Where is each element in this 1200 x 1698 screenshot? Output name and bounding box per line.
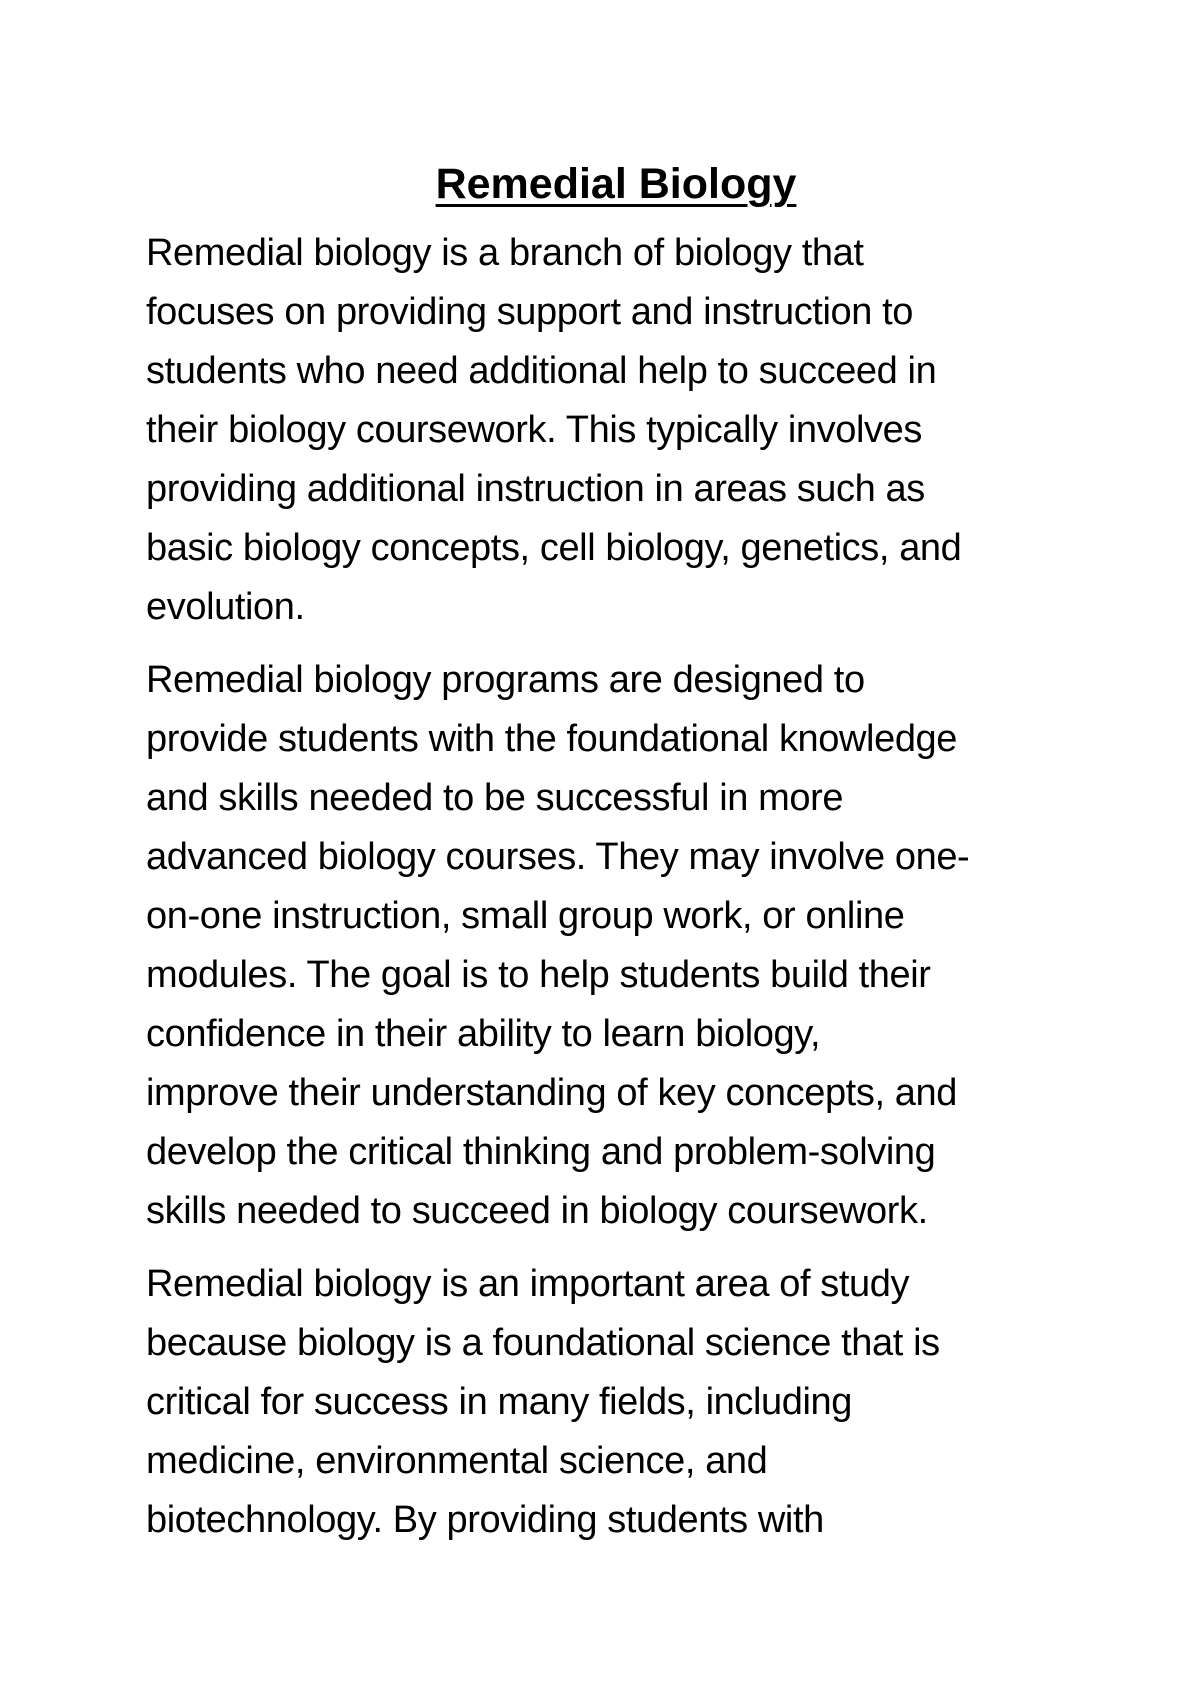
paragraph-line: evolution.	[146, 586, 305, 628]
paragraph-line: on-one instruction, small group work, or online	[146, 895, 905, 937]
paragraph-line: basic biology concepts, cell biology, genetics, and	[146, 527, 962, 569]
paragraph-line: medicine, environmental science, and	[146, 1440, 768, 1482]
paragraph-line: improve their understanding of key concepts, and	[146, 1072, 957, 1114]
paragraph-line: provide students with the foundational knowledge	[146, 718, 958, 760]
paragraph-3	[146, 1255, 1086, 1550]
paragraph-line: biotechnology. By providing students with	[146, 1499, 824, 1541]
paragraph-line: students who need additional help to succeed in	[146, 350, 937, 392]
paragraph-line: develop the critical thinking and problem-solving	[146, 1131, 936, 1173]
paragraph-line: their biology coursework. This typically involves	[146, 409, 922, 451]
paragraph-line: critical for success in many fields, including	[146, 1381, 852, 1423]
paragraph-2	[146, 651, 1086, 1241]
document-body	[146, 152, 1086, 1564]
paragraph-1	[146, 224, 1086, 637]
paragraph-line: focuses on providing support and instruction to	[146, 291, 914, 333]
document-title: Remedial Biology	[435, 160, 797, 208]
paragraph-line: and skills needed to be successful in more	[146, 777, 844, 819]
paragraph-line: Remedial biology programs are designed to	[146, 659, 865, 701]
paragraph-line: Remedial biology is a branch of biology that	[146, 232, 864, 274]
paragraph-line: providing additional instruction in areas such as	[146, 468, 925, 510]
paragraph-line: modules. The goal is to help students build their	[146, 954, 931, 996]
paragraph-line: advanced biology courses. They may involve one-	[146, 836, 970, 878]
paragraph-line: confidence in their ability to learn biology,	[146, 1013, 821, 1055]
paragraph-line: because biology is a foundational science that is	[146, 1322, 940, 1364]
paragraph-line: Remedial biology is an important area of study	[146, 1263, 910, 1305]
paragraph-line: skills needed to succeed in biology coursework.	[146, 1190, 928, 1232]
